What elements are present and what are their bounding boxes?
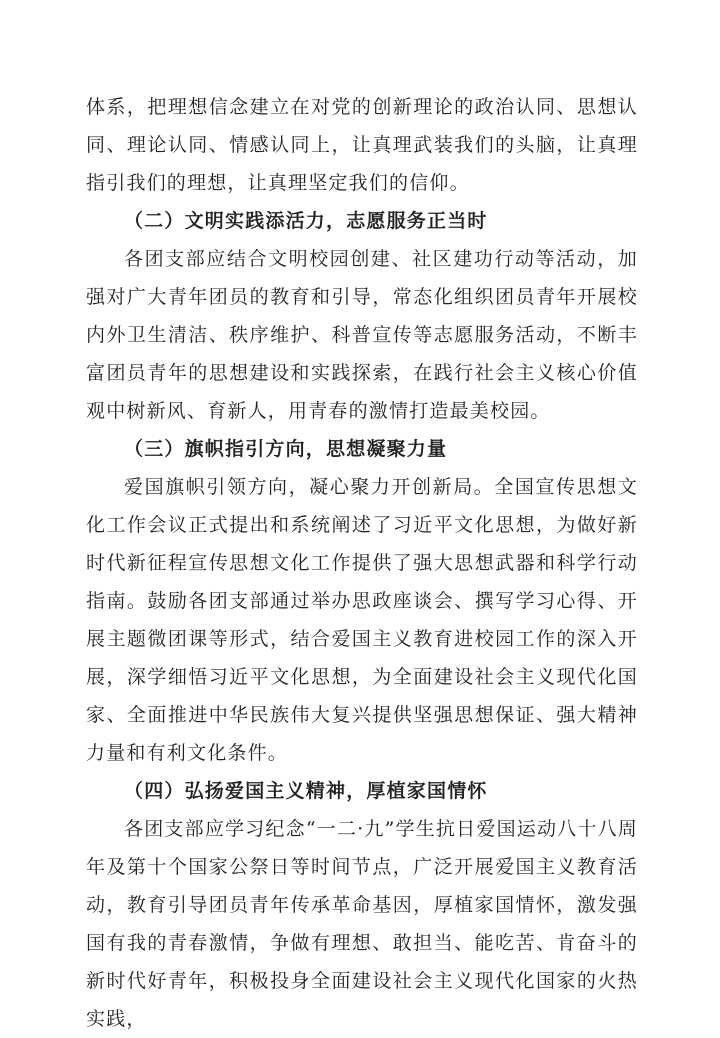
paragraph-section-3: 爱国旗帜引领方向，凝心聚力开创新局。全国宣传思想文化工作会议正式提出和系统阐述了习近平文化思想，为做好新时代新征程宣传思想文化工作提供了强大思想武器和科学行动指南。鼓励各团支部通过举办思政座谈会、撰写学习心得、开展主题微团课等形式，结合爱国主义教育进校园工作的深入开展，深学细悟习近平文化思想，为全面建设社会主义现代化国家、全面推进中华民族伟大复兴提供坚强思想保证、强大精神力量和有利文化条件。 <box>86 476 638 764</box>
document-body <box>86 88 638 1038</box>
paragraph-section-2: 各团支部应结合文明校园创建、社区建功行动等活动，加强对广大青年团员的教育和引导，常态化组织团员青年开展校内外卫生清洁、秩序维护、科普宣传等志愿服务活动，不断丰富团员青年的思想建设和实践探索，在践行社会主义核心价值观中树新风、育新人，用青春的激情打造最美校园。 <box>86 248 638 422</box>
section-heading-3: （三）旗帜指引方向，思想凝聚力量 <box>124 438 448 460</box>
paragraph-section-4: 各团支部应学习纪念“一二·九”学生抗日爱国运动八十八周年及第十个国家公祭日等时间节点，广泛开展爱国主义教育活动，教育引导团员青年传承革命基因，厚植家国情怀，激发强国有我的青春激情，争做有理想、敢担当、能吃苦、肯奋斗的新时代好青年，积极投身全面建设社会主义现代化国家的火热实践， <box>86 818 638 1030</box>
section-heading-2: （二）文明实践添活力，志愿服务正当时 <box>124 210 488 232</box>
section-heading-4: （四）弘扬爱国主义精神，厚植家国情怀 <box>124 780 488 802</box>
paragraph-continuation: 体系，把理想信念建立在对党的创新理论的政治认同、思想认同、理论认同、情感认同上，让真理武装我们的头脑，让真理指引我们的理想，让真理坚定我们的信仰。 <box>86 96 638 194</box>
